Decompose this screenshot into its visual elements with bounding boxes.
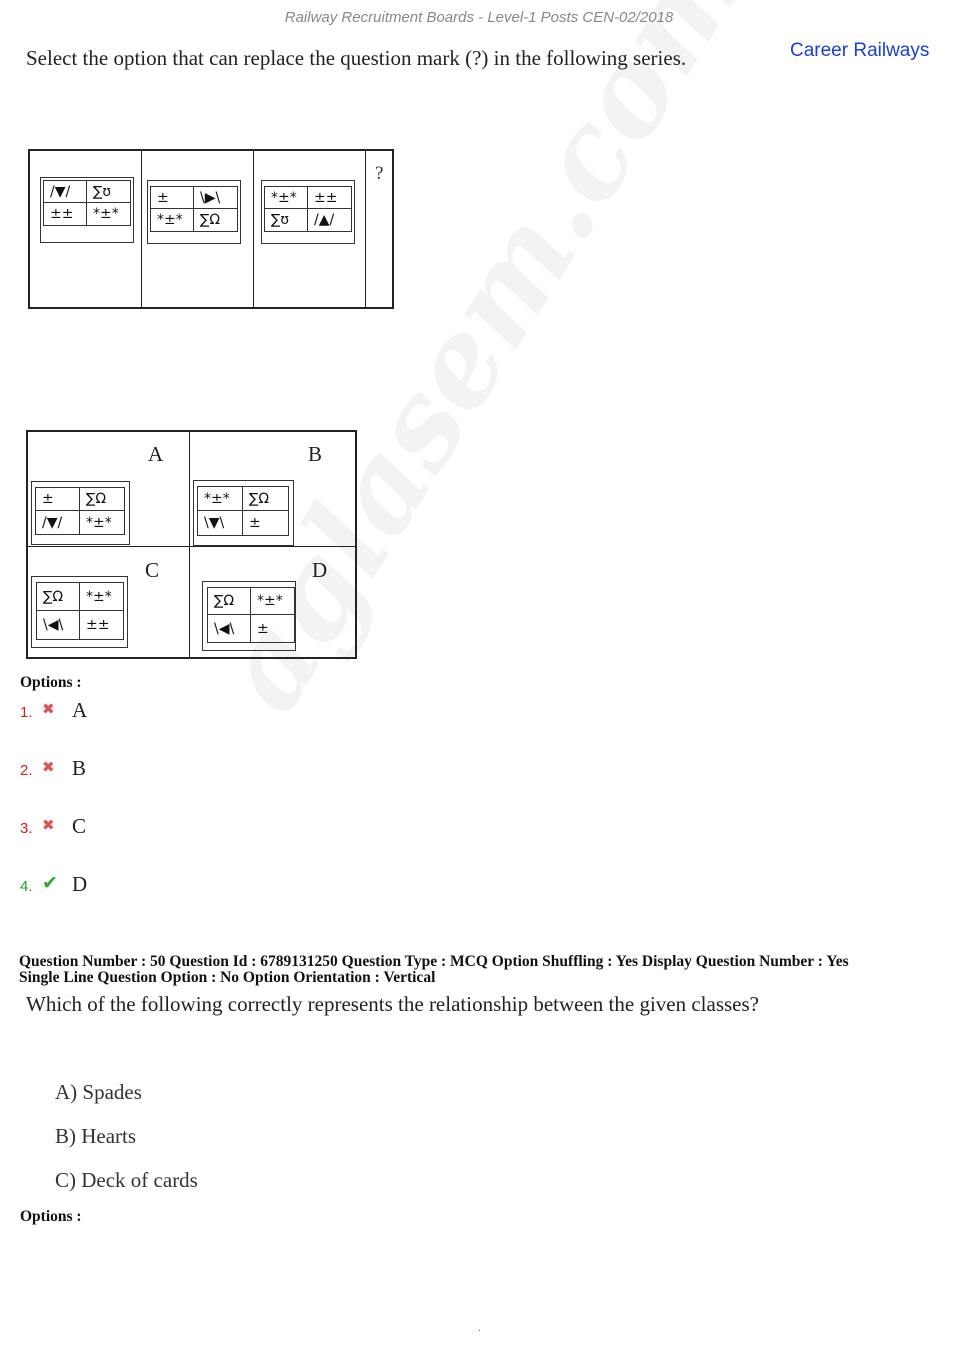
question-50-meta-line-2: Single Line Question Option : No Option Orientation : Vertical — [19, 969, 436, 986]
answer-figure-c — [31, 576, 128, 648]
option-4-text: D — [72, 872, 88, 896]
answer-figure-b — [193, 480, 294, 546]
figure-c-cell-4: ±± — [86, 617, 110, 633]
series-2-cell-1: ± — [151, 187, 194, 209]
cross-icon: ✖ — [42, 816, 55, 834]
figure-b-cell-2: ∑Ω — [243, 487, 288, 511]
option-4-number: 4. — [20, 878, 33, 895]
series-figure-3 — [261, 180, 355, 244]
series-2-cell-4: ∑Ω — [200, 212, 221, 228]
figure-b-cell-1: *±* — [198, 487, 243, 511]
brand-label: Career Railways — [790, 40, 930, 61]
series-1-cell-1: /▼/ — [44, 181, 87, 203]
figure-a-cell-1: ± — [36, 488, 80, 511]
series-figure-1 — [40, 177, 134, 243]
series-1-cell-3: ±± — [44, 203, 87, 225]
figure-a-cell-2: ∑Ω — [80, 488, 124, 511]
cross-icon: ✖ — [42, 758, 55, 776]
option-3-text: C — [72, 814, 87, 838]
figure-d-cell-3: \◀\ — [208, 615, 251, 642]
figure-a-cell-4: *±* — [86, 514, 112, 531]
option-1-number: 1. — [20, 704, 33, 721]
option-2-text: B — [72, 756, 87, 780]
figure-b-cell-4: ± — [249, 515, 261, 531]
answer-figure-d — [202, 581, 296, 651]
figure-d-cell-2: *±* — [251, 588, 294, 615]
answer-figures — [26, 430, 357, 659]
answer-figure-c-label: C — [145, 558, 160, 582]
series-1-cell-2: ∑ʊ — [87, 181, 130, 203]
figure-b-cell-3: \▼\ — [198, 511, 243, 535]
cross-icon: ✖ — [42, 700, 55, 718]
question-mark: ? — [375, 163, 384, 184]
class-item-3: C) Deck of cards — [55, 1168, 198, 1192]
figure-d-cell-1: ∑Ω — [208, 588, 251, 615]
figure-c-cell-1: ∑Ω — [37, 583, 80, 611]
question-50-text: Which of the following correctly represents the relationship between the given classes? — [26, 992, 759, 1016]
page-footer: . — [478, 1320, 481, 1334]
figure-d-cell-4: ± — [257, 620, 269, 637]
series-2-cell-2: \▶\ — [194, 187, 237, 209]
series-3-cell-4: /▲/ — [314, 212, 335, 228]
class-item-1: A) Spades — [55, 1080, 142, 1104]
answer-figure-a — [31, 481, 130, 545]
figure-c-cell-2: *±* — [80, 583, 123, 611]
series-2-cell-3: *±* — [151, 209, 194, 231]
option-3-number: 3. — [20, 820, 33, 837]
check-icon: ✔ — [42, 872, 58, 894]
series-3-cell-3: ∑ʊ — [265, 209, 308, 231]
problem-figure-series — [28, 149, 394, 309]
series-1-cell-4: *±* — [93, 206, 119, 222]
figure-a-cell-3: /▼/ — [36, 511, 80, 534]
series-figure-2 — [147, 180, 241, 244]
answer-figure-b-label: B — [308, 442, 323, 466]
options-label-q50: Options : — [20, 1208, 82, 1225]
series-3-cell-2: ±± — [308, 187, 351, 209]
question-49-text: Select the option that can replace the question mark (?) in the following series. — [26, 46, 687, 70]
option-1-text: A — [72, 698, 88, 722]
option-2-number: 2. — [20, 762, 33, 779]
page-header: Railway Recruitment Boards - Level-1 Posts CEN-02/2018 — [284, 9, 674, 26]
question-50-meta-line-1: Question Number : 50 Question Id : 6789131250 Question Type : MCQ Option Shuffling : Yes Display Question Number : Yes — [19, 953, 849, 970]
options-label-q49: Options : — [20, 674, 82, 691]
series-3-cell-1: *±* — [265, 187, 308, 209]
answer-figure-a-label: A — [148, 442, 164, 466]
answer-figure-d-label: D — [312, 558, 328, 582]
figure-c-cell-3: \◀\ — [37, 611, 80, 639]
class-item-2: B) Hearts — [55, 1124, 137, 1148]
